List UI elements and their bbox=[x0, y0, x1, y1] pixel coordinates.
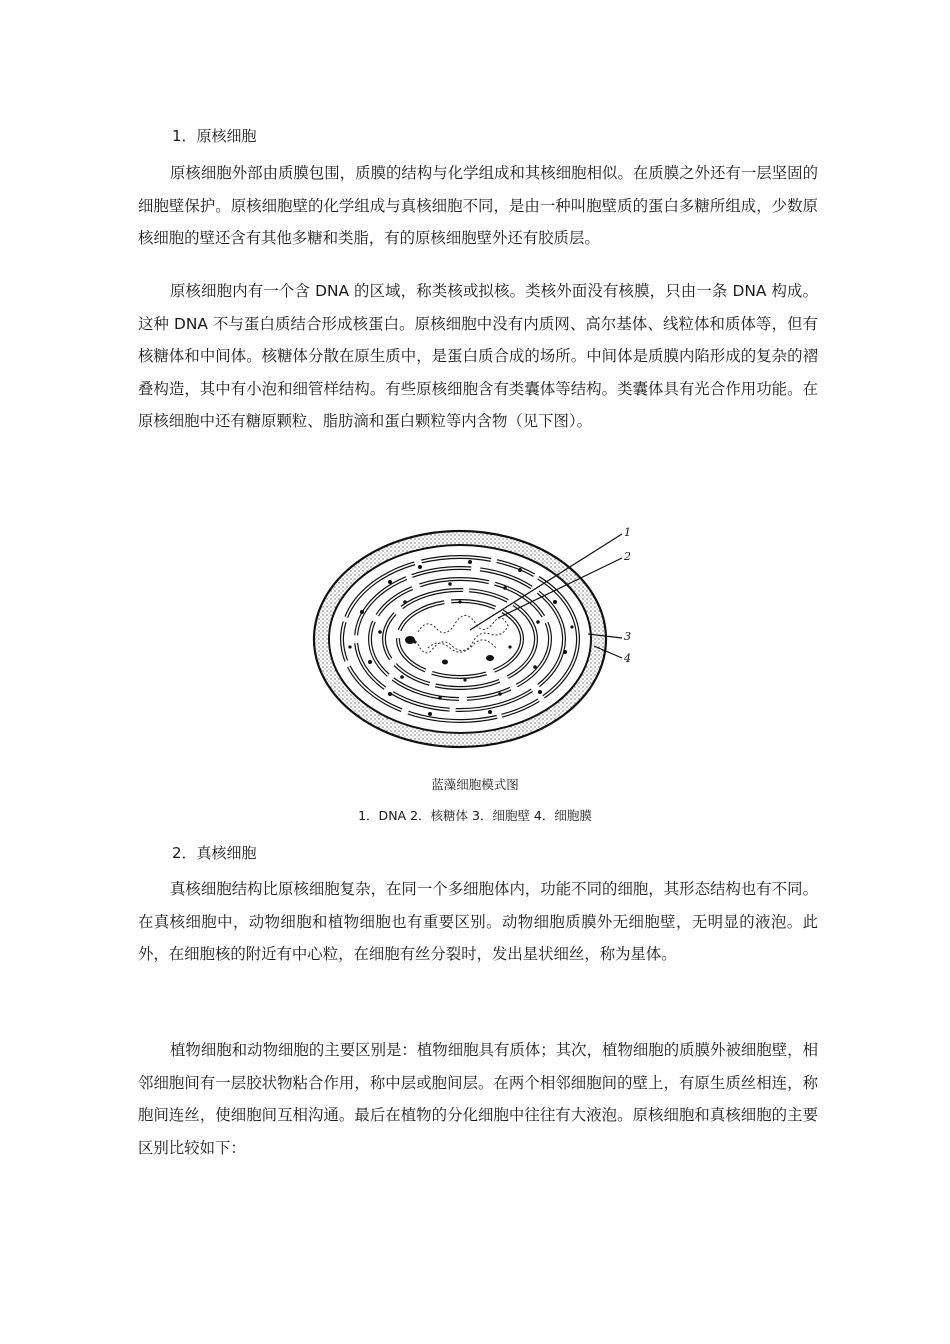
figure-caption-legend: 1．DNA 2．核糖体 3．细胞壁 4．细胞膜 bbox=[358, 808, 592, 823]
paragraph-prokaryotic-interior: 原核细胞内有一个含 DNA 的区域，称类核或拟核。类核外面没有核膜，只由一条 DNA 构成。这种 DNA 不与蛋白质结合形成核蛋白。原核细胞中没有内质网、高尔基体、线粒体和质体等，但有核糖体和中间体。核糖体分散在原生质中，是蛋白质合成的场所。中间体是质膜内陷形成的复杂的褶叠构造，其中有小泡和细管样结构。有些原核细胞含有类囊体等结构。类囊体具有光合作用功能。在原核细胞中还有糖原颗粒、脂肪滴和蛋白颗粒等内含物（见下图）。 bbox=[138, 282, 818, 431]
cyanobacteria-cell-diagram bbox=[310, 522, 640, 750]
figure-label-3: 3 bbox=[624, 630, 631, 643]
section-heading-prokaryotic: 1．原核细胞 bbox=[172, 127, 257, 145]
paragraph-eukaryotic-overview: 真核细胞结构比原核细胞复杂，在同一个多细胞体内，功能不同的细胞，其形态结构也有不同。在真核细胞中，动物细胞和植物细胞也有重要区别。动物细胞质膜外无细胞壁，无明显的液泡。此外，在细胞核的附近有中心粒，在细胞有丝分裂时，发出星状细丝，称为星体。 bbox=[138, 880, 818, 964]
cyanobacteria-cell-figure bbox=[310, 522, 640, 750]
figure-label-1: 1 bbox=[624, 526, 631, 539]
paragraph-plant-vs-animal: 植物细胞和动物细胞的主要区别是：植物细胞具有质体；其次，植物细胞的质膜外被细胞壁，相邻细胞间有一层胶状物粘合作用，称中层或胞间层。在两个相邻细胞间的壁上，有原生质丝相连，称胞间连丝，使细胞间互相沟通。最后在植物的分化细胞中往往有大液泡。原核细胞和真核细胞的主要区别比较如下： bbox=[138, 1041, 818, 1157]
figure-caption-title: 蓝藻细胞模式图 bbox=[431, 777, 519, 792]
granule bbox=[405, 636, 415, 644]
section-heading-eukaryotic: 2．真核细胞 bbox=[172, 844, 257, 862]
figure-label-4: 4 bbox=[624, 652, 631, 665]
paragraph-prokaryotic-wall: 原核细胞外部由质膜包围，质膜的结构与化学组成和其核细胞相似。在质膜之外还有一层坚固的细胞壁保护。原核细胞壁的化学组成与真核细胞不同，是由一种叫胞壁质的蛋白多糖所组成，少数原核细胞的壁还含有其他多糖和类脂，有的原核细胞壁外还有胶质层。 bbox=[138, 164, 818, 248]
figure-label-2: 2 bbox=[624, 550, 631, 563]
